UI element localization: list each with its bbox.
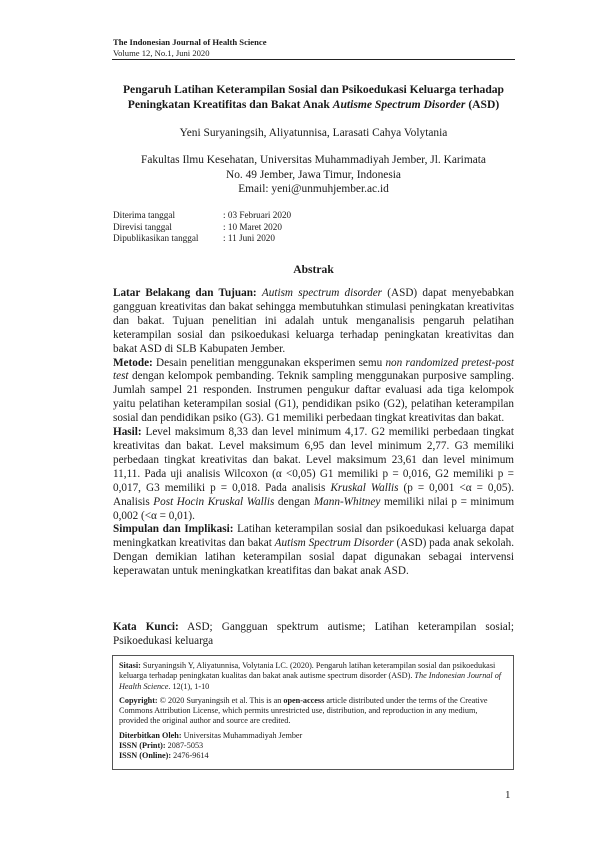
abstract-conclusion: [113, 523, 514, 579]
date-value: : 10 Maret 2020: [223, 221, 282, 232]
results-text-4: memiliki nilai p = minimum 0,002 (<α = 0,01).: [113, 495, 515, 522]
abstract-results: [113, 426, 514, 523]
date-label: Diterima tanggal: [113, 210, 175, 220]
date-value: : 03 Februari 2020: [223, 210, 292, 220]
keywords-text: ASD; Gangguan spektrum autisme; Latihan keterampilan sosial; Psikoedukasi keluarga: [113, 621, 514, 647]
method-text-2: dengan kelompok pembanding. Teknik sampling menggunakan purposive sampling. Jumlah sampel 21 responden. Instrumen pengukur daftar evaluasi ada tiga kelompok yaitu pelatihan keterampilan sosial (G1), pendidikan psiko (G2), pelatihan keterampilan sosial dan pendidikan psiko (G3). G1 memiliki perbedaan tingkat kreativitas dan bakat.: [113, 370, 514, 425]
citation: [119, 661, 507, 692]
publisher-label: Diterbitkan Oleh:: [119, 730, 182, 740]
conclusion-text: Latihan keterampilan sosial dan psikoedukasi keluarga dapat meningkatkan kreativitas dan bakat: [113, 523, 515, 550]
background-text: (ASD) dapat menyebabkan gangguan kreativitas dan bakat sehingga membutuhkan stimulasi peningkatan kreativitas dan bakat. Tujuan penelitian ini adalah untuk menganalisis pengaruh pelatihan keterampilan sosial dan psikoedukasi keluarga terhadap peningkatan kreativitas dan bakat ASD di SLB Kabupaten Jember.: [113, 287, 514, 355]
abstract-method: [113, 357, 514, 427]
affiliation: [112, 153, 515, 197]
title-line-2-italic: Autisme Spectrum Disorder: [332, 98, 466, 111]
page-number: 1: [505, 789, 511, 801]
citation-journal: The Indonesian Journal of Health Science: [119, 671, 502, 691]
date-history: [113, 210, 291, 245]
author-list: Yeni Suryaningsih, Aliyatunnisa, Larasati Cahya Volytania: [179, 127, 448, 139]
conclusion-label: Simpulan dan Implikasi:: [113, 523, 234, 536]
title-line-2-text: Peningkatan Kreatifitas dan Bakat Anak: [127, 98, 333, 111]
date-label: Dipublikasikan tanggal: [113, 233, 199, 244]
background-italic: Autism spectrum disorder: [261, 287, 383, 299]
journal-name: The Indonesian Journal of Health Science: [113, 37, 267, 47]
conclusion-italic: Autism Spectrum Disorder: [274, 537, 394, 550]
results-text: Level maksimum 8,33 dan level minimum 4,17. G2 memiliki perbedaan tingkat kreativitas dan bakat. Level maksimum 6,95 dan level minimum 2,77. G3 memiliki perbedaan tingkat kreativitas dan bakat. Level maksimum 23,61 dan level minimum 11,11. Pada uji analisis Wilcoxon (α <0,05) G1 memiliki p = 0,016, G2 memiliki p = 0,017, G3 memiliki p = 0,018. Pada analisis: [113, 426, 514, 494]
copyright-label: Copyright:: [119, 695, 158, 705]
title-line-2-suffix: (ASD): [465, 98, 500, 111]
method-text: Desain penelitian menggunakan eksperimen semu: [156, 356, 383, 369]
date-value: : 11 Juni 2020: [223, 233, 275, 244]
results-text-3: dengan: [277, 495, 311, 508]
paper-title: [112, 82, 515, 112]
publisher: [119, 731, 507, 741]
issn-online-value: 2476-9614: [173, 751, 209, 761]
copyright-text-2: article distributed under the terms of the Creative Commons Attribution License, which permits unrestricted use, distribution, and reproduction in any medium, provided the original author and source are credited.: [119, 695, 488, 726]
abstract-background: [113, 287, 514, 357]
citation-label: Sitasi:: [119, 661, 141, 670]
results-label: Hasil:: [113, 426, 142, 439]
citation-box: [112, 655, 514, 770]
conclusion-text-2: (ASD) pada anak sekolah. Dengan demikian latihan keterampilan sosial dapat digunakan sebagai intervensi keperawatan untuk meningkatkan kreatifitas dan bakat anak ASD.: [113, 537, 515, 578]
results-text-2: (p = 0,001 <α = 0,05). Analisis: [113, 481, 515, 508]
issn-print: [119, 741, 507, 751]
title-line-2: [112, 97, 515, 112]
affiliation-line-2: No. 49 Jember, Jawa Timur, Indonesia: [226, 168, 401, 181]
copyright: [119, 696, 507, 727]
issn-online-label: ISSN (Online):: [119, 751, 172, 761]
results-italic-1: Kruskal Wallis: [330, 481, 399, 494]
running-header: [113, 37, 267, 59]
date-row-published: [113, 233, 291, 245]
issn-online: [119, 751, 507, 761]
issn-print-value: 2087-5053: [167, 741, 204, 751]
affiliation-line-1: Fakultas Ilmu Kesehatan, Universitas Muhammadiyah Jember, Jl. Karimata: [141, 154, 486, 166]
citation-tail: . 12(1), 1-10: [168, 681, 210, 691]
results-italic-3: Mann-Whitney: [313, 495, 381, 508]
keywords: [113, 620, 514, 648]
header-rule: [112, 59, 515, 60]
email: Email: yeni@unmuhjember.ac.id: [238, 183, 389, 195]
method-label: Metode:: [113, 356, 153, 369]
date-row-revised: [113, 222, 291, 234]
keywords-label: Kata Kunci:: [113, 621, 179, 633]
copyright-text: © 2020 Suryaningsih et al. This is an: [159, 695, 282, 705]
background-label: Latar Belakang dan Tujuan:: [113, 287, 257, 299]
date-row-received: [113, 210, 291, 222]
issn-print-label: ISSN (Print):: [119, 741, 166, 751]
publisher-value: Universitas Muhammadiyah Jember: [183, 730, 303, 740]
method-italic: non randomized pretest-post test: [113, 356, 514, 383]
date-label: Direvisi tanggal: [113, 221, 172, 232]
open-access-label: open-access: [283, 695, 325, 705]
journal-issue: Volume 12, No.1, Juni 2020: [113, 48, 210, 58]
title-line-1: Pengaruh Latihan Keterampilan Sosial dan Psikoedukasi Keluarga terhadap: [122, 83, 505, 96]
abstract-heading: Abstrak: [293, 263, 334, 276]
abstract-body: [113, 287, 514, 579]
results-italic-2: Post Hocin Kruskal Wallis: [153, 495, 275, 508]
citation-text: Suryaningsih Y, Aliyatunnisa, Volytania LC. (2020). Pengaruh latihan keterampilan sosial dan psikoedukasi keluarga terhadap peningkatan kualitas dan bakat anak autisme spectrum disorder (ASD).: [119, 661, 496, 681]
